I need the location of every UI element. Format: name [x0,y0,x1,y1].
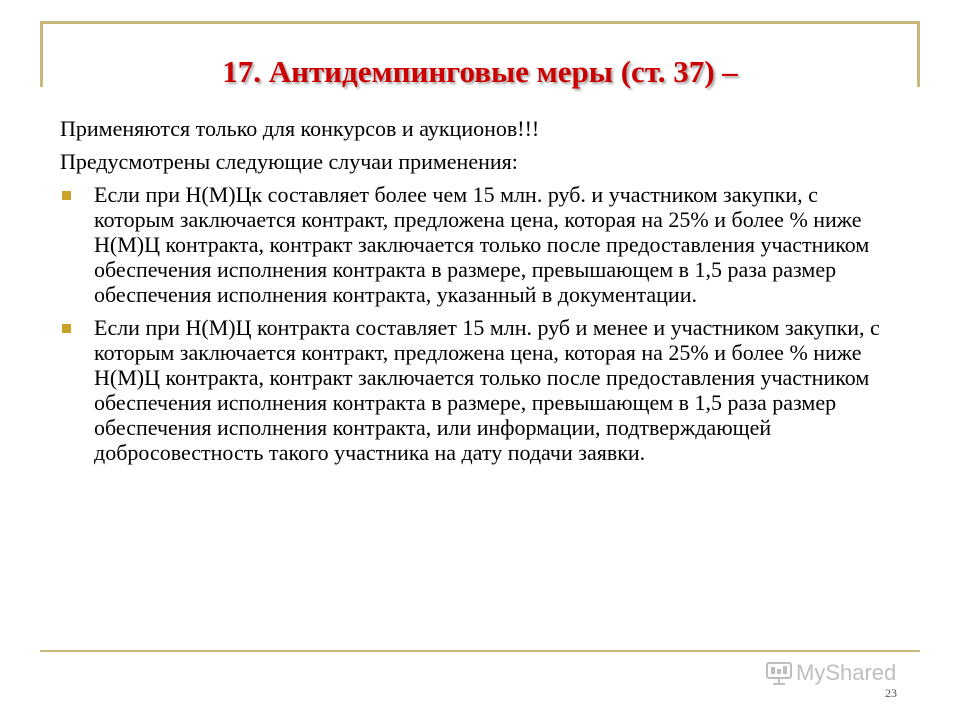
intro-line-1: Применяются только для конкурсов и аукционов!!! [60,116,540,141]
bullet-item-2 [60,315,900,465]
frame-bottom-line [40,650,920,652]
frame-top-line [40,21,920,24]
myshared-logo [766,660,896,686]
presentation-board-icon [766,661,792,685]
bullet-item-1 [60,182,900,307]
bullet-text-1: Если при Н(М)Цк составляет более чем 15 млн. руб. и участником закупки, с которым заключается контракт, предложена цена, которая на 25% и более % ниже Н(М)Ц контракта, контракт заключается только после предоставления участником обеспечения исполнения контракта в размере, превышающем в 1,5 раза размер обеспечения исполнения контракта, указанный в документации. [94,182,870,307]
watermark-text: MyShared [796,660,897,685]
slide-body [60,116,900,473]
bullet-text-2: Если при Н(М)Ц контракта составляет 15 млн. руб и менее и участником закупки, с которым заключается контракт, предложена цена, которая на 25% и более % ниже Н(М)Ц контракта, контракт заключается только после предоставления участником обеспечения исполнения контракта в размере, превышающем в 1,5 раза размер обеспечения исполнения контракта, или информации, подтверждающей добросовестность такого участника на дату подачи заявки. [94,315,880,465]
square-bullet-icon [62,191,71,200]
page-number: 23 [885,686,897,700]
intro-line-2: Предусмотрены следующие случаи применения: [60,149,518,174]
bullet-list [60,182,900,465]
slide-title: 17. Антидемпинговые меры (ст. 37) – [222,54,738,89]
square-bullet-icon [62,324,71,333]
